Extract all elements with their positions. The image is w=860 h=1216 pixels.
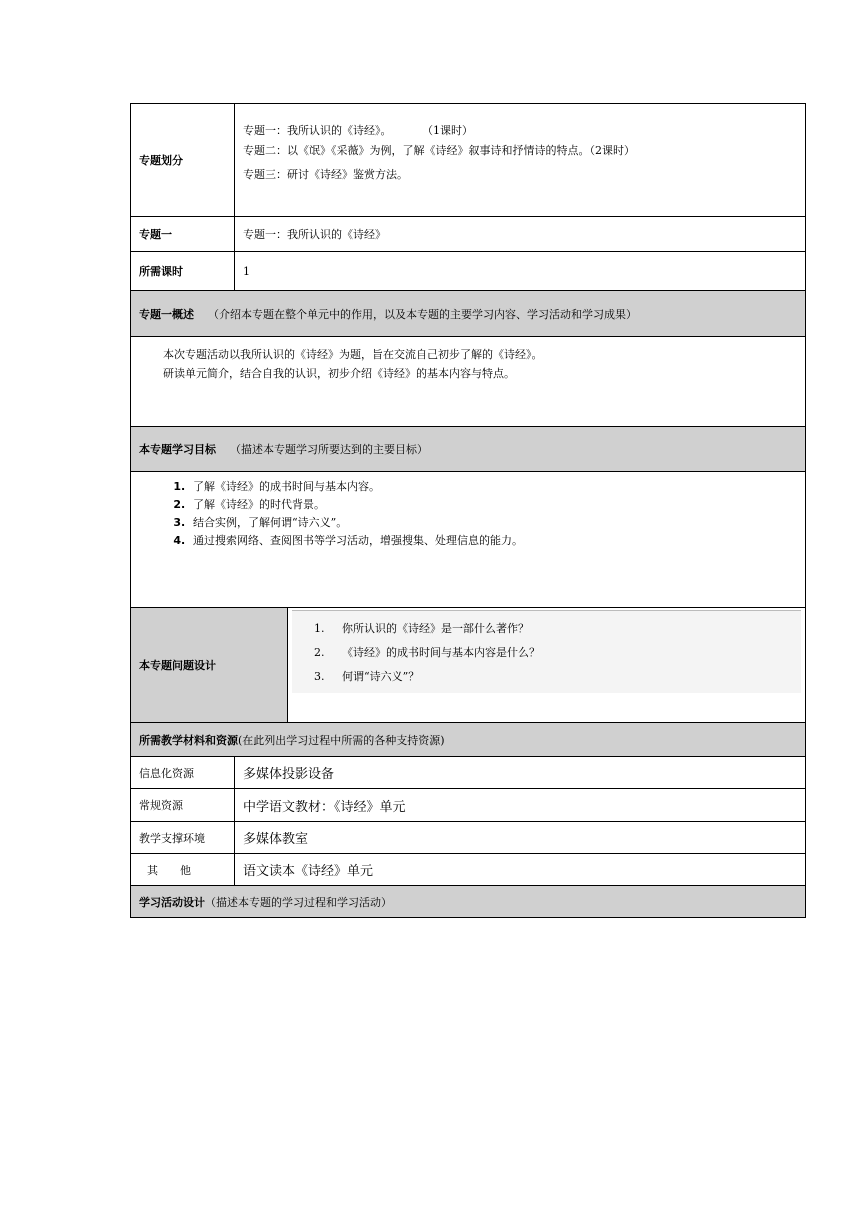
topic-text: 专题二：以《氓》《采薇》为例，了解《诗经》叙事诗和抒情诗的特点。（2课时） (243, 144, 635, 157)
hours-value: 1 (243, 264, 250, 278)
resource-value: 语文读本《诗经》单元 (243, 864, 374, 879)
questions-box (292, 610, 801, 693)
goal-item: 2. 了解《诗经》的时代背景。 (189, 496, 523, 514)
activities-header (131, 886, 805, 917)
topics-division-cell (235, 104, 805, 216)
resource-row (131, 757, 805, 789)
goals-header (131, 427, 805, 472)
overview-hint: （介绍本专题在整个单元中的作用，以及本专题的主要学习内容、学习活动和学习成果） (208, 307, 637, 321)
resources-hint: (在此列出学习过程中所需的各种支持资源) (238, 733, 445, 747)
goals-label: 本专题学习目标 (139, 443, 216, 456)
topic-one-label: 专题一 (131, 217, 235, 251)
questions-label: 本专题问题设计 (131, 608, 288, 722)
resource-value: 多媒体投影设备 (243, 767, 335, 782)
topic-note: （1课时） (427, 124, 473, 137)
goals-list (131, 472, 523, 607)
resource-label: 其 他 (131, 854, 235, 885)
overview-header (131, 291, 805, 337)
questions-row (131, 608, 805, 723)
topics-list (243, 118, 635, 188)
hours-row (131, 252, 805, 291)
resource-row (131, 854, 805, 886)
overview-paragraph: 本次专题活动以我所认识的《诗经》为题，旨在交流自己初步了解的《诗经》。 (163, 348, 543, 361)
questions-cell (288, 608, 805, 722)
overview-text (131, 337, 543, 426)
resource-value: 多媒体教室 (243, 832, 309, 847)
goals-hint: （描述本专题学习所要达到的主要目标） (230, 443, 428, 456)
resources-label: 所需教学材料和资源 (139, 733, 238, 747)
goals-header-cell (131, 427, 805, 471)
topic-text: 专题三：研讨《诗经》鉴赏方法。 (243, 168, 408, 181)
goal-item: 1. 了解《诗经》的成书时间与基本内容。 (189, 478, 523, 496)
hours-label: 所需课时 (131, 252, 235, 290)
overview-paragraph: 研读单元简介，结合自我的认识，初步介绍《诗经》的基本内容与特点。 (163, 367, 515, 380)
topic-item (243, 124, 635, 138)
resource-label: 常规资源 (131, 789, 235, 821)
overview-header-cell (131, 291, 805, 336)
overview-content (131, 337, 805, 427)
resource-row (131, 789, 805, 822)
question-item: 3. 何谓“诗六义”？ (328, 665, 801, 689)
activities-hint: （描述本专题的学习过程和学习活动） (205, 895, 392, 909)
activities-header-cell (131, 886, 805, 917)
lesson-plan-table (130, 103, 806, 918)
activities-label: 学习活动设计 (139, 895, 205, 909)
goal-item: 4. 通过搜索网络、查阅图书等学习活动，增强搜集、处理信息的能力。 (189, 532, 523, 550)
overview-label: 专题一概述 (139, 307, 194, 321)
question-item: 2. 《诗经》的成书时间与基本内容是什么？ (328, 641, 801, 665)
goal-item: 3. 结合实例，了解何谓“诗六义”。 (189, 514, 523, 532)
topic-item (243, 168, 635, 182)
resource-label: 教学支撑环境 (131, 822, 235, 853)
resources-header (131, 723, 805, 757)
goals-content (131, 472, 805, 608)
resource-label: 信息化资源 (131, 757, 235, 788)
topics-division-row (131, 104, 805, 217)
topic-item (243, 144, 635, 158)
topic-text: 专题一：我所认识的《诗经》。 (243, 124, 392, 137)
resources-header-cell (131, 723, 805, 756)
resource-row (131, 822, 805, 854)
resource-value: 中学语文教材：《诗经》单元 (243, 799, 406, 815)
topics-division-label: 专题划分 (131, 104, 235, 216)
topic-one-row (131, 217, 805, 252)
topic-one-value: 专题一：我所认识的《诗经》 (243, 228, 386, 241)
question-item: 1. 你所认识的《诗经》是一部什么著作？ (328, 617, 801, 641)
questions-list (292, 611, 801, 689)
